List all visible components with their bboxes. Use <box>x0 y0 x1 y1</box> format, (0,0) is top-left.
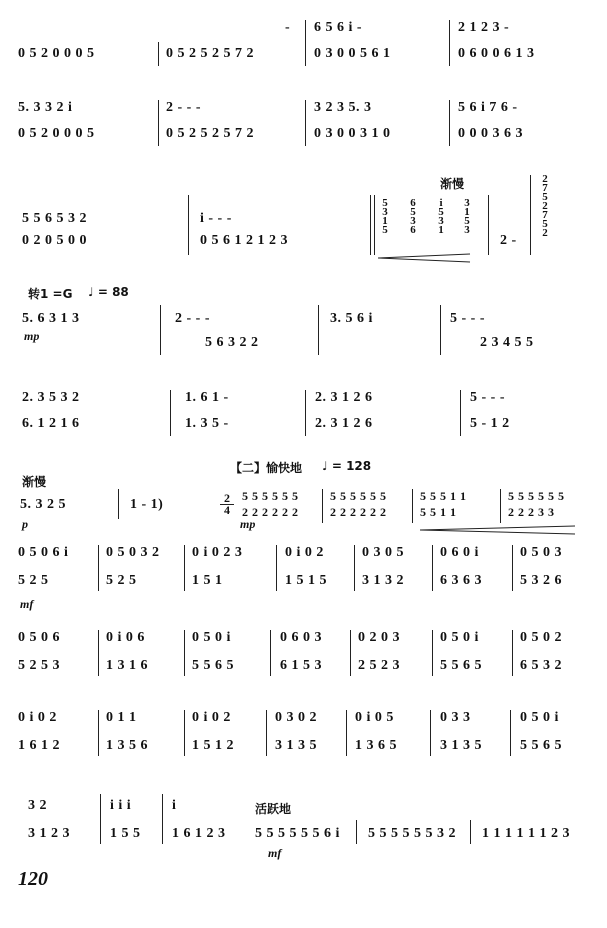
barline <box>350 630 351 676</box>
note-group: 3 1 3 5 <box>440 738 482 753</box>
note-group: i <box>172 798 177 813</box>
note-group: 5 - - - <box>450 311 485 326</box>
barline <box>98 710 99 756</box>
note-group: 5 2 5 <box>18 573 49 588</box>
note-group: 0 1 1 <box>106 710 137 725</box>
note-group: 3. 5 6 i <box>330 311 373 326</box>
note-group: 0 6 0 3 <box>280 630 322 645</box>
note-group: 5 5 5 5 5 5 6 i <box>255 826 340 841</box>
note-group: 5 5 1 1 <box>420 505 457 519</box>
note-group: 1 3 1 6 <box>106 658 148 673</box>
note-group: 1 5 5 <box>110 826 141 841</box>
barline <box>512 545 513 591</box>
note-group: 1 5 1 <box>192 573 223 588</box>
note-group: 5 3 2 6 <box>520 573 562 588</box>
note-group: 5 5 5 5 5 5 <box>330 489 387 503</box>
note-group: 0 2 0 3 <box>358 630 400 645</box>
note-group: 1 6 1 2 3 <box>172 826 226 841</box>
note-group: 5. 3 2 5 <box>20 497 66 512</box>
note-group: 0 5 0 i <box>440 630 479 645</box>
note-group: 0 3 3 <box>440 710 471 725</box>
note-group: 0 i 0 2 <box>192 710 231 725</box>
barline <box>184 545 185 591</box>
note-group: 0 i 0 6 <box>106 630 145 645</box>
chord: 2 7 5 2 7 5 2 <box>542 173 548 239</box>
note-group: 3 1 3 5 <box>275 738 317 753</box>
barline <box>356 820 357 844</box>
dynamic-mark-mp: mp <box>240 517 256 531</box>
note-group: 1 - 1) <box>130 497 164 512</box>
barline <box>305 100 306 146</box>
barline <box>270 630 271 676</box>
section-title: 【二】愉快地 <box>230 461 303 475</box>
barline <box>158 42 159 66</box>
note-group: 5. 6 3 1 3 <box>22 311 80 326</box>
dynamic-mark: mp <box>24 329 40 343</box>
note-group: 3 1 2 3 <box>28 826 70 841</box>
barline <box>266 710 267 756</box>
note-group: 0 5 0 2 <box>520 630 562 645</box>
note-group: 1. 3 5 - <box>185 416 229 431</box>
chord: 3 1 5 3 <box>464 197 470 236</box>
note-group: 1 3 5 6 <box>106 738 148 753</box>
barline <box>170 390 171 436</box>
note-group: 5 5 6 5 <box>192 658 234 673</box>
note-group: 0 5 2 5 2 5 7 2 <box>166 126 254 141</box>
note-group: 3 1 3 2 <box>362 573 404 588</box>
note-group: 6 5 6 i - <box>314 20 363 35</box>
note-group: 5 - - - <box>470 390 505 405</box>
tempo-value: ♩ = 88 <box>88 285 129 299</box>
barline <box>184 710 185 756</box>
barline <box>276 545 277 591</box>
dynamic-mark: mf <box>268 846 282 860</box>
barline <box>512 630 513 676</box>
crescendo-hairpin <box>420 525 580 535</box>
note-group: 0 5 2 0 0 0 5 <box>18 126 95 141</box>
note-group: 5 5 5 5 5 5 <box>508 489 565 503</box>
note-group: 5 5 5 1 1 <box>420 489 467 503</box>
chord: i 5 3 1 <box>438 197 444 236</box>
section-tempo: ♩ = 128 <box>322 459 372 473</box>
note-group: 6 5 3 2 <box>520 658 562 673</box>
note-group: 3 2 <box>28 798 47 813</box>
barline <box>162 794 163 844</box>
note-group: 0 3 0 2 <box>275 710 317 725</box>
barline <box>460 390 461 436</box>
barline <box>432 630 433 676</box>
barline <box>305 390 306 436</box>
chord: 6 5 3 6 <box>410 197 416 236</box>
note-group: 5 5 6 5 <box>520 738 562 753</box>
note-group: 5 5 5 5 5 5 <box>242 489 299 503</box>
barline <box>346 710 347 756</box>
barline <box>430 710 431 756</box>
note-group: 1 3 6 5 <box>355 738 397 753</box>
note-group: 2. 3 1 2 6 <box>315 416 373 431</box>
note-group: 5 5 6 5 3 2 <box>22 211 87 226</box>
note-group: 2 5 2 3 <box>358 658 400 673</box>
barline <box>98 545 99 591</box>
barline <box>158 100 159 146</box>
note-group: 5. 3 3 2 i <box>18 100 73 115</box>
barline <box>374 195 375 255</box>
note-group: 0 3 0 5 <box>362 545 404 560</box>
note-group: 2. 3 5 3 2 <box>22 390 80 405</box>
note-group: 0 5 0 6 <box>18 630 60 645</box>
barline <box>184 630 185 676</box>
note-group: 0 i 0 2 <box>18 710 57 725</box>
barline <box>188 195 189 255</box>
key-change: 转1 =G <box>28 287 73 301</box>
note-group: 0 5 0 3 2 <box>106 545 160 560</box>
note-group: 2 2 2 2 2 2 <box>330 505 387 519</box>
note-group: 5 5 6 5 <box>440 658 482 673</box>
note-group: 6. 1 2 1 6 <box>22 416 80 431</box>
barline <box>354 545 355 591</box>
note-group: - <box>285 20 291 35</box>
note-group: 0 3 0 0 5 6 1 <box>314 46 391 61</box>
barline <box>510 710 511 756</box>
note-group: 1 5 1 2 <box>192 738 234 753</box>
note-group: 2. 3 1 2 6 <box>315 390 373 405</box>
note-group: 0 6 0 i <box>440 545 479 560</box>
note-group: 0 5 6 1 2 1 2 3 <box>200 233 288 248</box>
note-group: 5 5 5 5 5 5 3 2 <box>368 826 456 841</box>
note-group: 0 5 2 5 2 5 7 2 <box>166 46 254 61</box>
time-signature: 2 4 <box>220 493 234 516</box>
note-group: 0 2 0 5 0 0 <box>22 233 87 248</box>
note-group: 1 1 1 1 1 1 2 3 <box>482 826 570 841</box>
note-group: 0 i 0 2 <box>285 545 324 560</box>
barline <box>118 489 119 519</box>
note-group: 0 5 0 i <box>520 710 559 725</box>
barline <box>370 195 371 255</box>
note-group: i - - - <box>200 211 232 226</box>
note-group: 5 6 3 2 2 <box>205 335 259 350</box>
note-group: 3 2 3 5. 3 <box>314 100 372 115</box>
barline <box>432 545 433 591</box>
note-group: 6 1 5 3 <box>280 658 322 673</box>
note-group: 5 6 i 7 6 - <box>458 100 518 115</box>
note-group: 0 0 0 3 6 3 <box>458 126 523 141</box>
note-group: i i i <box>110 798 132 813</box>
crescendo-hairpin <box>378 253 473 263</box>
barline <box>322 489 323 523</box>
barline <box>440 305 441 355</box>
note-group: 0 6 0 0 6 1 3 <box>458 46 535 61</box>
chord: 5 3 1 5 <box>382 197 388 236</box>
note-group: 2 2 2 3 3 <box>508 505 555 519</box>
note-group: 2 3 4 5 5 <box>480 335 534 350</box>
note-group: 6 3 6 3 <box>440 573 482 588</box>
barline <box>488 195 489 255</box>
barline <box>449 20 450 66</box>
note-group: 2 2 2 2 2 2 <box>242 505 299 519</box>
barline <box>98 630 99 676</box>
note-group: 5 2 5 3 <box>18 658 60 673</box>
note-group: 2 - - - <box>166 100 201 115</box>
note-group: 0 5 0 3 <box>520 545 562 560</box>
dynamic-mark: mf <box>20 597 34 611</box>
dynamic-mark-p: p <box>22 517 28 531</box>
page-number: 120 <box>18 868 48 890</box>
barline <box>449 100 450 146</box>
tempo-mark: 渐慢 <box>22 475 47 489</box>
tempo-mark: 活跃地 <box>255 802 292 816</box>
note-group: 0 5 2 0 0 0 5 <box>18 46 95 61</box>
barline <box>412 489 413 523</box>
barline <box>160 305 161 355</box>
note-group: 2 1 2 3 - <box>458 20 510 35</box>
note-group: 2 - <box>500 233 517 248</box>
barline <box>305 20 306 66</box>
note-group: 1 6 1 2 <box>18 738 60 753</box>
note-group: 5 2 5 <box>106 573 137 588</box>
note-group: 1 5 1 5 <box>285 573 327 588</box>
barline <box>318 305 319 355</box>
note-group: 0 5 0 i <box>192 630 231 645</box>
barline <box>500 489 501 523</box>
barline <box>100 794 101 844</box>
note-group: 2 - - - <box>175 311 210 326</box>
note-group: 1. 6 1 - <box>185 390 229 405</box>
note-group: 5 - 1 2 <box>470 416 510 431</box>
note-group: 0 5 0 6 i <box>18 545 69 560</box>
note-group: 0 i 0 2 3 <box>192 545 243 560</box>
tempo-mark: 渐慢 <box>440 177 465 191</box>
barline <box>530 175 531 255</box>
barline <box>470 820 471 844</box>
note-group: 0 3 0 0 3 1 0 <box>314 126 391 141</box>
note-group: 0 i 0 5 <box>355 710 394 725</box>
